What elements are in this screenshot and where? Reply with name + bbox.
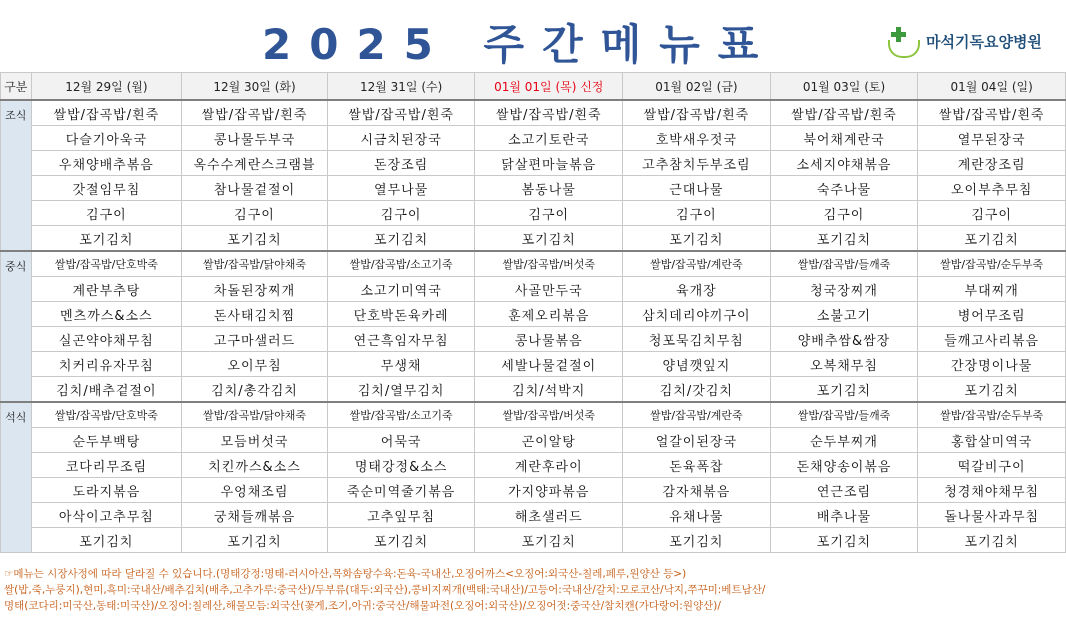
menu-cell: 김구이 [475,201,623,226]
menu-cell: 포기김치 [623,528,771,553]
menu-cell: 쌀밥/잡곡밥/순두부죽 [918,251,1066,277]
menu-cell: 북어채계란국 [770,126,918,151]
menu-cell: 포기김치 [918,528,1066,553]
menu-cell: 다슬기아욱국 [31,126,182,151]
menu-cell: 모듬버섯국 [182,428,328,453]
menu-row [1,453,1066,478]
menu-cell: 근대나물 [623,176,771,201]
menu-cell: 소고기토란국 [475,126,623,151]
menu-cell: 열무된장국 [918,126,1066,151]
menu-cell: 쌀밥/잡곡밥/흰죽 [918,100,1066,126]
menu-cell: 들깨고사리볶음 [918,327,1066,352]
menu-cell: 사골만두국 [475,277,623,302]
note-line: 명태(코다리:미국산,동태:미국산)/오징어:칠레산,해물모듬:외국산(꽃게,조기,아귀:중국산/해물파전(오징어:외국산)/오징어젓:중국산/참치캔(가다랑어:원양산)/ [4,600,721,612]
menu-cell: 포기김치 [327,528,475,553]
menu-cell: 부대찌개 [918,277,1066,302]
menu-cell: 명태강정&소스 [327,453,475,478]
meal-label: 중식 [1,251,32,402]
menu-cell: 치커리유자무침 [31,352,182,377]
menu-cell: 유채나물 [623,503,771,528]
menu-cell: 쌀밥/잡곡밥/닭야채죽 [182,402,328,428]
menu-cell: 무생채 [327,352,475,377]
menu-cell: 쌀밥/잡곡밥/들깨죽 [770,402,918,428]
menu-cell: 포기김치 [475,226,623,252]
menu-cell: 코다리무조림 [31,453,182,478]
day-header: 01월 02일 (금) [623,73,771,101]
menu-row [1,503,1066,528]
menu-cell: 돌나물사과무침 [918,503,1066,528]
menu-cell: 포기김치 [623,226,771,252]
menu-cell: 청경채야채무침 [918,478,1066,503]
menu-cell: 포기김치 [31,226,182,252]
menu-cell: 감자채볶음 [623,478,771,503]
menu-row [1,478,1066,503]
menu-cell: 순두부백탕 [31,428,182,453]
menu-cell: 멘츠까스&소스 [31,302,182,327]
header-area [0,0,1066,72]
logo-text: 마석기독요양병원 [926,32,1042,51]
menu-row [1,377,1066,403]
menu-cell: 돈장조림 [327,151,475,176]
menu-row [1,327,1066,352]
menu-cell: 차돌된장찌개 [182,277,328,302]
menu-cell: 돈육폭찹 [623,453,771,478]
menu-cell: 육개장 [623,277,771,302]
menu-cell: 궁채들깨볶음 [182,503,328,528]
menu-cell: 김치/배추겉절이 [31,377,182,403]
menu-cell: 포기김치 [475,528,623,553]
menu-row [1,151,1066,176]
menu-cell: 김구이 [182,201,328,226]
menu-cell: 소세지야채볶음 [770,151,918,176]
menu-row [1,302,1066,327]
menu-row [1,428,1066,453]
menu-cell: 오복채무침 [770,352,918,377]
menu-cell: 청포묵김치무침 [623,327,771,352]
menu-cell: 고구마샐러드 [182,327,328,352]
menu-cell: 소고기미역국 [327,277,475,302]
menu-cell: 홍합살미역국 [918,428,1066,453]
menu-cell: 김치/갓김치 [623,377,771,403]
menu-row [1,352,1066,377]
menu-cell: 콩나물두부국 [182,126,328,151]
menu-row [1,176,1066,201]
menu-cell: 양배추쌈&쌈장 [770,327,918,352]
menu-cell: 포기김치 [182,226,328,252]
menu-cell: 청국장찌개 [770,277,918,302]
menu-cell: 얼갈이된장국 [623,428,771,453]
menu-row [1,528,1066,553]
menu-cell: 죽순미역줄기볶음 [327,478,475,503]
menu-cell: 도라지볶음 [31,478,182,503]
menu-cell: 콩나물볶음 [475,327,623,352]
menu-cell: 쌀밥/잡곡밥/흰죽 [770,100,918,126]
menu-cell: 세발나물겉절이 [475,352,623,377]
menu-cell: 쌀밥/잡곡밥/단호박죽 [31,402,182,428]
menu-cell: 치킨까스&소스 [182,453,328,478]
menu-cell: 훈제오리볶음 [475,302,623,327]
header-row [1,73,1066,101]
menu-cell: 쌀밥/잡곡밥/흰죽 [475,100,623,126]
menu-cell: 단호박돈육카레 [327,302,475,327]
menu-cell: 쌀밥/잡곡밥/단호박죽 [31,251,182,277]
menu-cell: 김구이 [31,201,182,226]
menu-cell: 포기김치 [327,226,475,252]
menu-cell: 시금치된장국 [327,126,475,151]
day-header: 12월 31일 (수) [327,73,475,101]
menu-cell: 김구이 [623,201,771,226]
menu-cell: 숙주나물 [770,176,918,201]
menu-cell: 간장명이나물 [918,352,1066,377]
notes-section [4,566,1062,614]
meal-label: 석식 [1,402,32,553]
menu-cell: 김치/석박지 [475,377,623,403]
menu-cell: 참나물겉절이 [182,176,328,201]
menu-cell: 우엉채조림 [182,478,328,503]
menu-row [1,402,1066,428]
menu-cell: 연근조림 [770,478,918,503]
menu-cell: 김구이 [770,201,918,226]
menu-cell: 닭살편마늘볶음 [475,151,623,176]
menu-cell: 포기김치 [770,377,918,403]
day-header-holiday: 01월 01일 (목) 신정 [475,73,623,101]
menu-cell: 쌀밥/잡곡밥/순두부죽 [918,402,1066,428]
menu-cell: 순두부찌개 [770,428,918,453]
menu-cell: 삼치데리야끼구이 [623,302,771,327]
menu-row [1,251,1066,277]
menu-cell: 실곤약야채무침 [31,327,182,352]
menu-cell: 김치/열무김치 [327,377,475,403]
menu-cell: 쌀밥/잡곡밥/흰죽 [327,100,475,126]
menu-cell: 연근흑임자무침 [327,327,475,352]
menu-cell: 쌀밥/잡곡밥/소고기죽 [327,251,475,277]
weekly-menu-table [0,72,1066,553]
menu-cell: 쌀밥/잡곡밥/흰죽 [31,100,182,126]
day-header: 01월 04일 (일) [918,73,1066,101]
menu-cell: 병어무조림 [918,302,1066,327]
menu-row [1,226,1066,252]
menu-cell: 포기김치 [182,528,328,553]
menu-cell: 포기김치 [770,528,918,553]
menu-cell: 포기김치 [31,528,182,553]
menu-cell: 김구이 [327,201,475,226]
menu-cell: 돈사태김치찜 [182,302,328,327]
menu-cell: 계란장조림 [918,151,1066,176]
day-header: 01월 03일 (토) [770,73,918,101]
menu-cell: 옥수수계란스크램블 [182,151,328,176]
menu-cell: 포기김치 [918,377,1066,403]
menu-cell: 양념깻잎지 [623,352,771,377]
menu-cell: 계란후라이 [475,453,623,478]
menu-cell: 소불고기 [770,302,918,327]
hospital-logo [884,24,1042,58]
menu-cell: 가지양파볶음 [475,478,623,503]
menu-cell: 쌀밥/잡곡밥/닭야채죽 [182,251,328,277]
note-line: 쌀(밥,죽,누룽지),현미,흑미:국내산/배추김치(배추,고추가루:중국산)/두부류(대두:외국산),콩비지찌개(백태:국내산)/고등어:국내산/갈치:모로코산/낙지,쭈꾸미:베트남산/ [4,584,766,596]
menu-cell: 쌀밥/잡곡밥/소고기죽 [327,402,475,428]
menu-cell: 계란부추탕 [31,277,182,302]
menu-cell: 쌀밥/잡곡밥/흰죽 [182,100,328,126]
day-header: 12월 30일 (화) [182,73,328,101]
day-header: 12월 29일 (월) [31,73,182,101]
menu-cell: 오이부추무침 [918,176,1066,201]
menu-row [1,277,1066,302]
menu-cell: 우채양배추볶음 [31,151,182,176]
menu-cell: 김구이 [918,201,1066,226]
corner-cell: 구분 [1,73,32,101]
menu-cell: 쌀밥/잡곡밥/흰죽 [623,100,771,126]
menu-row [1,201,1066,226]
menu-cell: 호박새우젓국 [623,126,771,151]
menu-cell: 곤이알탕 [475,428,623,453]
menu-cell: 쌀밥/잡곡밥/계란죽 [623,402,771,428]
menu-cell: 아삭이고추무침 [31,503,182,528]
menu-cell: 포기김치 [918,226,1066,252]
note-line: ☞메뉴는 시장사정에 따라 달라질 수 있습니다.(명태강정:명태-러시아산,목화솜탕수육:돈육-국내산,오징어까스<오징어:외국산-칠레,페루,원양산 등>) [4,568,687,580]
menu-cell: 해초샐러드 [475,503,623,528]
page-title: 2025 주간메뉴표 [262,20,777,69]
cross-person-icon [884,24,924,58]
menu-cell: 쌀밥/잡곡밥/계란죽 [623,251,771,277]
menu-cell: 배추나물 [770,503,918,528]
menu-cell: 어묵국 [327,428,475,453]
menu-cell: 김치/총각김치 [182,377,328,403]
menu-cell: 고추잎무침 [327,503,475,528]
menu-cell: 돈채양송이볶음 [770,453,918,478]
meal-label: 조식 [1,100,32,251]
menu-cell: 쌀밥/잡곡밥/버섯죽 [475,402,623,428]
menu-cell: 쌀밥/잡곡밥/들깨죽 [770,251,918,277]
menu-row [1,126,1066,151]
menu-cell: 고추참치두부조림 [623,151,771,176]
menu-cell: 열무나물 [327,176,475,201]
menu-cell: 오이무침 [182,352,328,377]
menu-cell: 떡갈비구이 [918,453,1066,478]
menu-cell: 쌀밥/잡곡밥/버섯죽 [475,251,623,277]
menu-cell: 포기김치 [770,226,918,252]
menu-cell: 갓절임무침 [31,176,182,201]
menu-cell: 봄동나물 [475,176,623,201]
menu-row [1,100,1066,126]
